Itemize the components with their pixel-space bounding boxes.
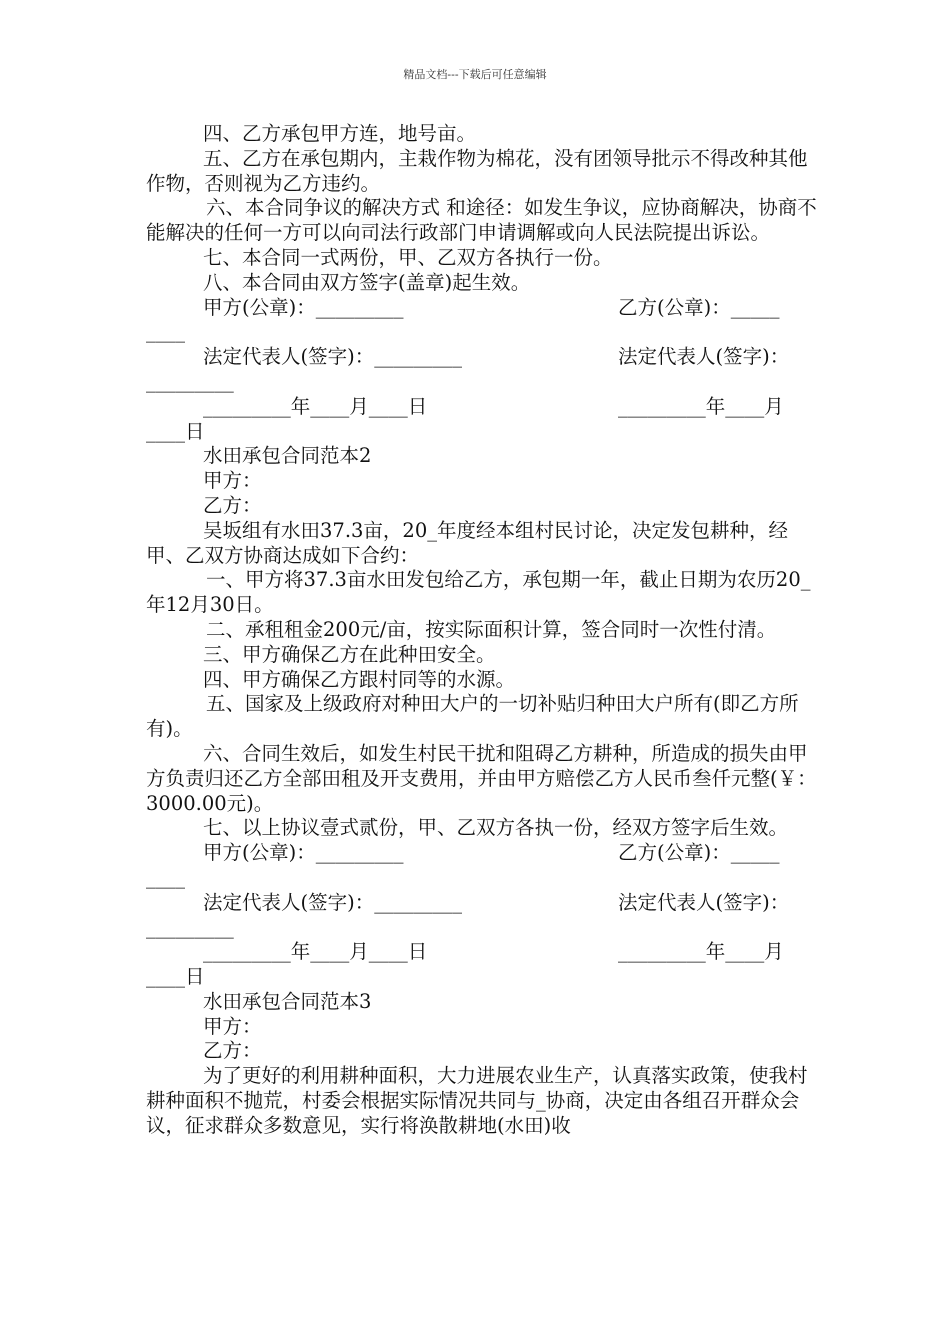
paragraph: 乙方： bbox=[203, 1039, 262, 1063]
signature-right: _________年____月 bbox=[618, 394, 784, 418]
paragraph: 五、国家及上级政府对种田大户的一切补贴归种田大户所有(即乙方所有)。 bbox=[146, 692, 799, 741]
paragraph: 六、合同生效后，如发生村民干扰和阻碍乙方耕种，所造成的损失由甲方负责归还乙方全部田租及开支费用，并由甲方赔偿乙方人民币叁仟元整(￥：3000.00元)。 bbox=[146, 741, 817, 815]
signature-line bbox=[146, 891, 826, 941]
paragraph: 四、乙方承包甲方连，地号亩。 bbox=[203, 122, 477, 145]
paragraph: 五、乙方在承包期内，主栽作物为棉花，没有团领导批示不得改种其他作物，否则视为乙方违约。 bbox=[146, 146, 808, 195]
paragraph: 甲方： bbox=[203, 1014, 262, 1038]
signature-wrap: _________ bbox=[146, 369, 234, 393]
signature-wrap: _________ bbox=[146, 915, 234, 939]
paragraph: 七、以上协议壹式贰份，甲、乙双方各执一份，经双方签字后生效。 bbox=[203, 816, 789, 840]
signature-right: 法定代表人(签字)： bbox=[618, 345, 790, 369]
paragraph: 水田承包合同范本2 bbox=[203, 444, 372, 468]
signature-line bbox=[146, 395, 826, 445]
paragraph: 吴坂组有水田37.3亩，20_年度经本组村民讨论，决定发包耕种，经甲、乙双方协商达成如下合约： bbox=[146, 518, 788, 567]
paragraph: 三、甲方确保乙方在此种田安全。 bbox=[203, 642, 496, 666]
signature-wrap: ____日 bbox=[146, 965, 205, 989]
signature-left: 法定代表人(签字)：_________ bbox=[203, 345, 462, 369]
signature-left: _________年____月____日 bbox=[203, 940, 428, 964]
document-body bbox=[146, 122, 826, 1139]
paragraph: 四、甲方确保乙方跟村同等的水源。 bbox=[203, 667, 516, 691]
signature-line bbox=[146, 345, 826, 395]
signature-left: 法定代表人(签字)：_________ bbox=[203, 890, 462, 914]
signature-right: 乙方(公章)：_____ bbox=[618, 295, 780, 319]
paragraph: 一、甲方将37.3亩水田发包给乙方，承包期一年，截止日期为农历20_年12月30日。 bbox=[146, 568, 811, 617]
paragraph: 甲方： bbox=[203, 469, 262, 493]
paragraph: 水田承包合同范本3 bbox=[203, 989, 372, 1013]
signature-line bbox=[146, 841, 826, 891]
signature-right: 法定代表人(签字)： bbox=[618, 890, 790, 914]
signature-line bbox=[146, 296, 826, 346]
signature-left: _________年____月____日 bbox=[203, 394, 428, 418]
signature-wrap: ____ bbox=[146, 320, 185, 344]
signature-line bbox=[146, 940, 826, 990]
signature-right: 乙方(公章)：_____ bbox=[618, 841, 780, 865]
paragraph: 八、本合同由双方签字(盖章)起生效。 bbox=[203, 270, 531, 294]
paragraph: 六、本合同争议的解决方式 和途径：如发生争议，应协商解决，协商不能解决的任何一方可以向司法行政部门申请调解或向人民法院提出诉讼。 bbox=[146, 196, 817, 245]
paragraph: 七、本合同一式两份，甲、乙双方各执行一份。 bbox=[203, 245, 613, 269]
paragraph: 乙方： bbox=[203, 493, 262, 517]
signature-left: 甲方(公章)：_________ bbox=[203, 841, 404, 865]
paragraph: 二、承租租金200元/亩，按实际面积计算，签合同时一次性付清。 bbox=[206, 617, 777, 641]
signature-left: 甲方(公章)：_________ bbox=[203, 295, 404, 319]
signature-right: _________年____月 bbox=[618, 940, 784, 964]
page-header: 精品文档---下载后可任意编辑 bbox=[403, 68, 547, 81]
signature-wrap: ____日 bbox=[146, 419, 205, 443]
paragraph: 为了更好的利用耕种面积，大力进展农业生产，认真落实政策，使我村耕种面积不抛荒，村委会根据实际情况共同与_协商，决定由各组召开群众会议，征求群众多数意见，实行将涣散耕地(水田)收 bbox=[146, 1064, 808, 1137]
signature-wrap: ____ bbox=[146, 865, 185, 889]
